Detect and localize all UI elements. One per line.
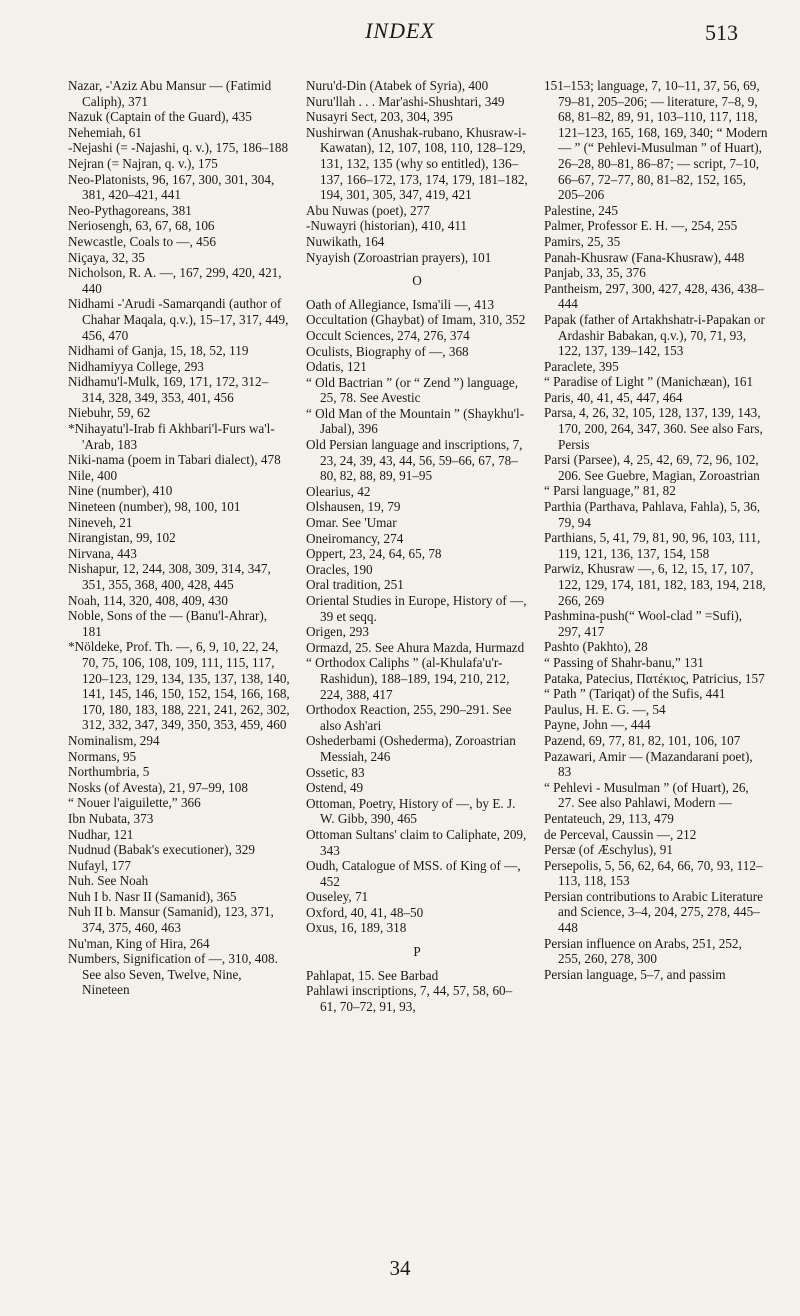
index-entry: *Nihayatu'l-Irab fi Akhbari'l-Furs wa'l-'Arab, 183 [68, 421, 275, 452]
index-entry: Oracles, 190 [306, 561, 373, 577]
index-entry: Occult Sciences, 274, 276, 374 [306, 327, 470, 343]
index-entry: Noble, Sons of the — (Banu'l-Ahrar), 181 [68, 608, 268, 639]
index-entry: Oxus, 16, 189, 318 [306, 920, 407, 936]
index-entry: Persepolis, 5, 56, 62, 64, 66, 70, 93, 112–113, 118, 153 [544, 857, 763, 889]
index-entry: Nidhamiyya College, 293 [68, 358, 204, 374]
index-entry: Nudnud (Babak's executioner), 329 [68, 842, 255, 858]
index-entry: Paraclete, 395 [544, 358, 619, 374]
index-entry: Normans, 95 [68, 748, 137, 764]
index-entry: Nuwikath, 164 [306, 233, 385, 249]
index-entry: Neriosengh, 63, 67, 68, 106 [68, 218, 215, 234]
index-entry: Nu'man, King of Hira, 264 [68, 935, 210, 951]
index-entry: Nominalism, 294 [68, 732, 160, 748]
index-entry: Ottoman, Poetry, History of —, by E. J. W. Gibb, 390, 465 [306, 795, 516, 827]
index-entry: Niki-nama (poem in Tabari dialect), 478 [68, 452, 281, 468]
index-entry: Origen, 293 [306, 624, 369, 640]
index-entry: Numbers, Signification of —, 310, 408. See also Seven, Twelve, Nine, Nineteen [68, 951, 278, 998]
index-entry: Paulus, H. E. G. —, 54 [544, 701, 666, 717]
index-entry: Neo-Pythagoreans, 381 [68, 202, 192, 218]
index-entry: Nirangistan, 99, 102 [68, 530, 176, 546]
letter-heading: O [412, 273, 422, 289]
index-entry: Pantheism, 297, 300, 427, 428, 436, 438–444 [544, 280, 764, 312]
index-entry: Nudhar, 121 [68, 826, 134, 842]
index-entry: Old Persian language and inscriptions, 7, 23, 24, 39, 43, 44, 56, 59–66, 67, 78–80, 82, 88, 89, 91–95 [306, 437, 523, 484]
index-entry: Parthians, 5, 41, 79, 81, 90, 96, 103, 111, 119, 121, 136, 137, 154, 158 [544, 530, 761, 561]
index-entry: Nile, 400 [68, 467, 118, 483]
index-entry: Pashto (Pakhto), 28 [544, 639, 648, 655]
index-entry: Oneiromancy, 274 [306, 530, 404, 546]
index-entry: Nishapur, 12, 244, 308, 309, 314, 347, 351, 355, 368, 400, 428, 445 [68, 561, 271, 592]
index-entry: “ Old Man of the Mountain ” (Shaykhu'l-Jabal), 396 [306, 405, 525, 437]
index-entry: Odatis, 121 [306, 359, 367, 375]
index-entry: “ Old Bactrian ” (or “ Zend ”) language, 25, 78. See Avestic [306, 374, 518, 406]
index-entry: Parsa, 4, 26, 32, 105, 128, 137, 139, 143, 170, 200, 264, 347, 360. See also Fars, Persis [544, 405, 763, 452]
index-entry: Pentateuch, 29, 113, 479 [544, 810, 674, 826]
index-entry: Pahlapat, 15. See Barbad [306, 967, 439, 983]
index-entry: Ottoman Sultans' claim to Caliphate, 209, 343 [306, 826, 527, 858]
index-entry: Pazend, 69, 77, 81, 82, 101, 106, 107 [544, 732, 741, 748]
letter-heading: P [413, 944, 421, 960]
index-column-3 [544, 78, 768, 1238]
index-entry: Nehemiah, 61 [68, 124, 142, 140]
index-entry: Nidhamu'l-Mulk, 169, 171, 172, 312–314, 328, 349, 353, 401, 456 [68, 374, 269, 405]
index-entry: Nineteen (number), 98, 100, 101 [68, 499, 241, 515]
index-entry: Nuh II b. Mansur (Samanid), 123, 371, 374, 375, 460, 463 [68, 904, 274, 936]
signature-mark: 34 [389, 1256, 411, 1280]
index-entry: Ibn Nubata, 373 [68, 810, 154, 826]
index-entry: Omar. See 'Umar [306, 515, 397, 531]
running-head-title: INDEX [365, 18, 435, 43]
index-entry: “ Pehlevi - Musulman ” (of Huart), 26, 27. See also Pahlawi, Modern — [544, 779, 749, 811]
index-entry: Nineveh, 21 [68, 514, 133, 530]
index-entry: Nejran (= Najran, q. v.), 175 [68, 155, 218, 171]
index-entry: Oculists, Biography of —, 368 [306, 343, 469, 359]
index-entry: Pashmina-push(“ Wool-clad ” =Sufi), 297, 417 [544, 608, 743, 639]
index-entry: Palestine, 245 [544, 202, 618, 218]
page-number: 513 [705, 20, 738, 45]
index-entry: Ossetic, 83 [306, 764, 365, 780]
index-entry: Pataka, Patecius, Πατέκιος, Patricius, 157 [544, 670, 765, 686]
index-entry: -Nejashi (= -Najashi, q. v.), 175, 186–188 [68, 140, 289, 156]
index-entry: Palmer, Professor E. H. —, 254, 255 [544, 218, 738, 234]
index-entry: Nuru'llah . . . Mar'ashi-Shushtari, 349 [306, 93, 505, 109]
index-entry: Oshederbami (Oshederma), Zoroastrian Messiah, 246 [306, 733, 516, 764]
index-entry: Oath of Allegiance, Isma'ili —, 413 [306, 296, 495, 312]
index-entry: Orthodox Reaction, 255, 290–291. See also Ash'ari [306, 702, 512, 733]
index-entry: Nirvana, 443 [68, 545, 137, 561]
index-entry: Northumbria, 5 [68, 764, 150, 780]
index-entry: “ Nouer l'aiguilette,” 366 [68, 795, 201, 811]
index-entry: Noah, 114, 320, 408, 409, 430 [68, 592, 228, 608]
index-entry: Persian influence on Arabs, 251, 252, 255, 260, 278, 300 [544, 935, 742, 967]
index-entry: Olearius, 42 [306, 483, 371, 499]
index-entry: Parwiz, Khusraw —, 6, 12, 15, 17, 107, 122, 129, 174, 181, 182, 183, 194, 218, 266, 269 [544, 561, 766, 608]
index-entry: Nidhami -'Arudi -Samarqandi (author of Chahar Maqala, q.v.), 15–17, 317, 449, 456, 470 [68, 296, 289, 343]
index-entry: Paris, 40, 41, 45, 447, 464 [544, 389, 683, 405]
index-entry: Nufayl, 177 [68, 857, 131, 873]
index-entry: Nazar, -'Aziz Abu Mansur — (Fatimid Caliph), 371 [68, 78, 272, 109]
index-entry: Parthia (Parthava, Pahlava, Fahla), 5, 36, 79, 94 [544, 499, 761, 530]
index-entry: Nuh. See Noah [68, 873, 149, 889]
index-entry: Persæ (of Æschylus), 91 [544, 842, 673, 858]
index-entry: *Nöldeke, Prof. Th. —, 6, 9, 10, 22, 24, 70, 75, 106, 108, 109, 111, 115, 117, 120–123, 129, 134, 135, 137, 138, 140, 141, 145, 146, 150, 152, 154, 166, 168, 170, 180, 183, 188, 221, 241, 262, 302, 312, 332, 347, 349, 350, 353, 459, 460 [68, 639, 290, 733]
index-entry: -Nuwayri (historian), 410, 411 [306, 218, 468, 234]
index-entry: Niçaya, 32, 35 [68, 249, 145, 265]
index-entry: “ Orthodox Caliphs ” (al-Khulafa'u'r-Rashidun), 188–189, 194, 210, 212, 224, 388, 417 [306, 655, 510, 702]
index-entry: Ostend, 49 [306, 780, 364, 796]
index-entry: Abu Nuwas (poet), 277 [306, 202, 430, 218]
index-entry: Nushirwan (Anushak-rubano, Khusraw-i-Kawatan), 12, 107, 108, 110, 128–129, 131, 132, 135 (why so entitled), 136–137, 166–172, 173, 174, 179, 181–182, 194, 301, 305, 347, 419, 421 [306, 124, 528, 203]
index-entry: Nuru'd-Din (Atabek of Syria), 400 [306, 78, 489, 93]
index-entry: Occultation (Ghaybat) of Imam, 310, 352 [306, 312, 526, 328]
index-entry: Papak (father of Artakhshatr-i-Papakan or Ardashir Babakan, q.v.), 70, 71, 93, 122, 137, 139–142, 153 [544, 311, 765, 359]
index-entry: Parsi (Parsee), 4, 25, 42, 69, 72, 96, 102, 206. See Guebre, Magian, Zoroastrian [544, 452, 760, 483]
index-entry: Pamirs, 25, 35 [544, 233, 621, 249]
index-entry: Oppert, 23, 24, 64, 65, 78 [306, 546, 442, 562]
index-entry: “ Paradise of Light ” (Manichæan), 161 [544, 374, 754, 390]
running-head [0, 14, 800, 44]
index-column-2 [306, 78, 528, 1238]
index-entry: “ Passing of Shahr-banu,” 131 [544, 654, 704, 670]
index-entry: Oxford, 40, 41, 48–50 [306, 904, 424, 920]
index-entry: Newcastle, Coals to —, 456 [68, 233, 216, 249]
index-entry: Pahlawi inscriptions, 7, 44, 57, 58, 60–61, 70–72, 91, 93, [306, 983, 513, 1014]
index-entry: Nidhami of Ganja, 15, 18, 52, 119 [68, 343, 249, 359]
index-column-1 [68, 78, 290, 1238]
index-entry: Niebuhr, 59, 62 [68, 405, 151, 421]
index-entry: Oriental Studies in Europe, History of —, 39 et seqq. [306, 593, 527, 624]
index-entry: Panah-Khusraw (Fana-Khusraw), 448 [544, 249, 745, 265]
index-entry: Nazuk (Captain of the Guard), 435 [68, 109, 252, 125]
index-entry: Neo-Platonists, 96, 167, 300, 301, 304, 381, 420–421, 441 [68, 171, 275, 203]
index-columns [68, 78, 768, 1238]
index-entry: “ Parsi language,” 81, 82 [544, 483, 676, 499]
index-entry: Payne, John —, 444 [544, 717, 651, 733]
index-entry: Olshausen, 19, 79 [306, 499, 401, 515]
index-entry: Nine (number), 410 [68, 483, 173, 499]
index-entry: Oral tradition, 251 [306, 577, 404, 593]
index-entry: 151–153; language, 7, 10–11, 37, 56, 69, 79–81, 205–206; — literature, 7–8, 9, 68, 81–82, 89, 91, 103–110, 117, 118, 121–123, 165, 168, 169, 340; “ Modern — ” (“ Pehlevi-Musulman ” of Huart), 26–28, 80–81, 86–87; — script, 7–10, 66–67, 72–77, 80, 81–82, 152, 165, 205–206 [544, 78, 768, 203]
index-entry: Nicholson, R. A. —, 167, 299, 420, 421, 440 [68, 265, 282, 296]
index-entry: Ormazd, 25. See Ahura Mazda, Hurmazd [306, 639, 525, 655]
index-entry: Nusayri Sect, 203, 304, 395 [306, 109, 453, 125]
index-entry: Pazawari, Amir — (Mazandarani poet), 83 [544, 748, 753, 780]
index-entry: de Perceval, Caussin —, 212 [544, 826, 697, 842]
index-entry: Nosks (of Avesta), 21, 97–99, 108 [68, 779, 248, 795]
index-entry: Nyayish (Zoroastrian prayers), 101 [306, 249, 492, 265]
index-entry: Panjab, 33, 35, 376 [544, 265, 646, 281]
index-entry: Oudh, Catalogue of MSS. of King of —, 452 [306, 858, 521, 889]
index-entry: “ Path ” (Tariqat) of the Sufis, 441 [544, 686, 726, 702]
index-entry: Nuh I b. Nasr II (Samanid), 365 [68, 888, 237, 904]
index-entry: Persian contributions to Arabic Literature and Science, 3–4, 204, 275, 278, 445–448 [544, 888, 763, 936]
index-entry: Ouseley, 71 [306, 889, 369, 905]
index-entry: Persian language, 5–7, and passim [544, 966, 726, 982]
